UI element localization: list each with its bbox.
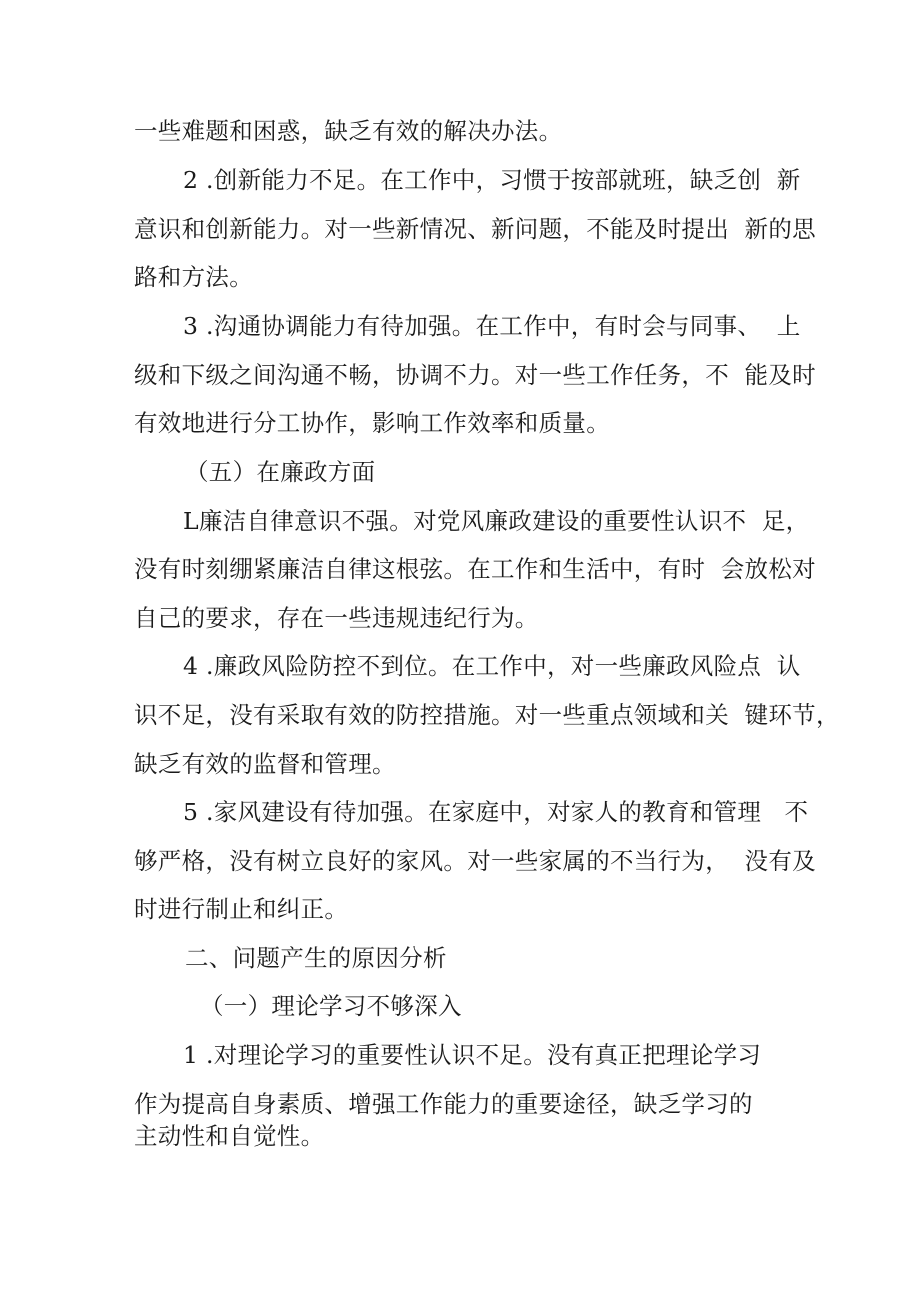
text-line: 时进行制止和纠正。 (134, 895, 349, 923)
section-heading: （五）在廉政方面 (185, 458, 376, 486)
text-line: 没有时刻绷紧廉洁自律这根弦。在工作和生活中，有时 会放松对 (134, 555, 816, 583)
subsection-heading: （一）理论学习不够深入 (200, 992, 462, 1020)
section-heading: 二、问题产生的原因分析 (185, 944, 447, 972)
list-item-5: 5 .家风建设有待加强。在家庭中，对家人的教育和管理 不 (183, 798, 809, 826)
text-line: 作为提高自身素质、增强工作能力的重要途径，缺乏学习的 (134, 1090, 753, 1118)
text-line: 路和方法。 (134, 263, 253, 291)
text-line: 识不足，没有采取有效的防控措施。对一些重点领域和关 键环节， (134, 701, 840, 729)
text-line: 自己的要求，存在一些违规违纪行为。 (134, 604, 539, 632)
text-line: 级和下级之间沟通不畅，协调不力。对一些工作任务，不 能及时 (134, 361, 816, 389)
list-item-3: 3 .沟通协调能力有待加强。在工作中，有时会与同事、 上 (183, 312, 801, 340)
text-line: 有效地进行分工协作，影响工作效率和质量。 (134, 409, 610, 437)
list-item-2: 2 .创新能力不足。在工作中，习惯于按部就班，缺乏创 新 (183, 166, 801, 194)
text-line: 主动性和自觉性。 (134, 1122, 325, 1150)
list-item-4: 4 .廉政风险防控不到位。在工作中，对一些廉政风险点 认 (183, 652, 801, 680)
text-line: 够严格，没有树立良好的家风。对一些家属的不当行为， 没有及 (134, 847, 816, 875)
text-line: 缺乏有效的监督和管理。 (134, 750, 396, 778)
text-line: 一些难题和困惑，缺乏有效的解决办法。 (134, 117, 563, 145)
text-line: 意识和创新能力。对一些新情况、新问题，不能及时提出 新的思 (134, 215, 816, 243)
list-item-1: L廉洁自律意识不强。对党风廉政建设的重要性认识不 足， (183, 507, 810, 535)
list-item-1: 1 .对理论学习的重要性认识不足。没有真正把理论学习 (183, 1041, 762, 1069)
